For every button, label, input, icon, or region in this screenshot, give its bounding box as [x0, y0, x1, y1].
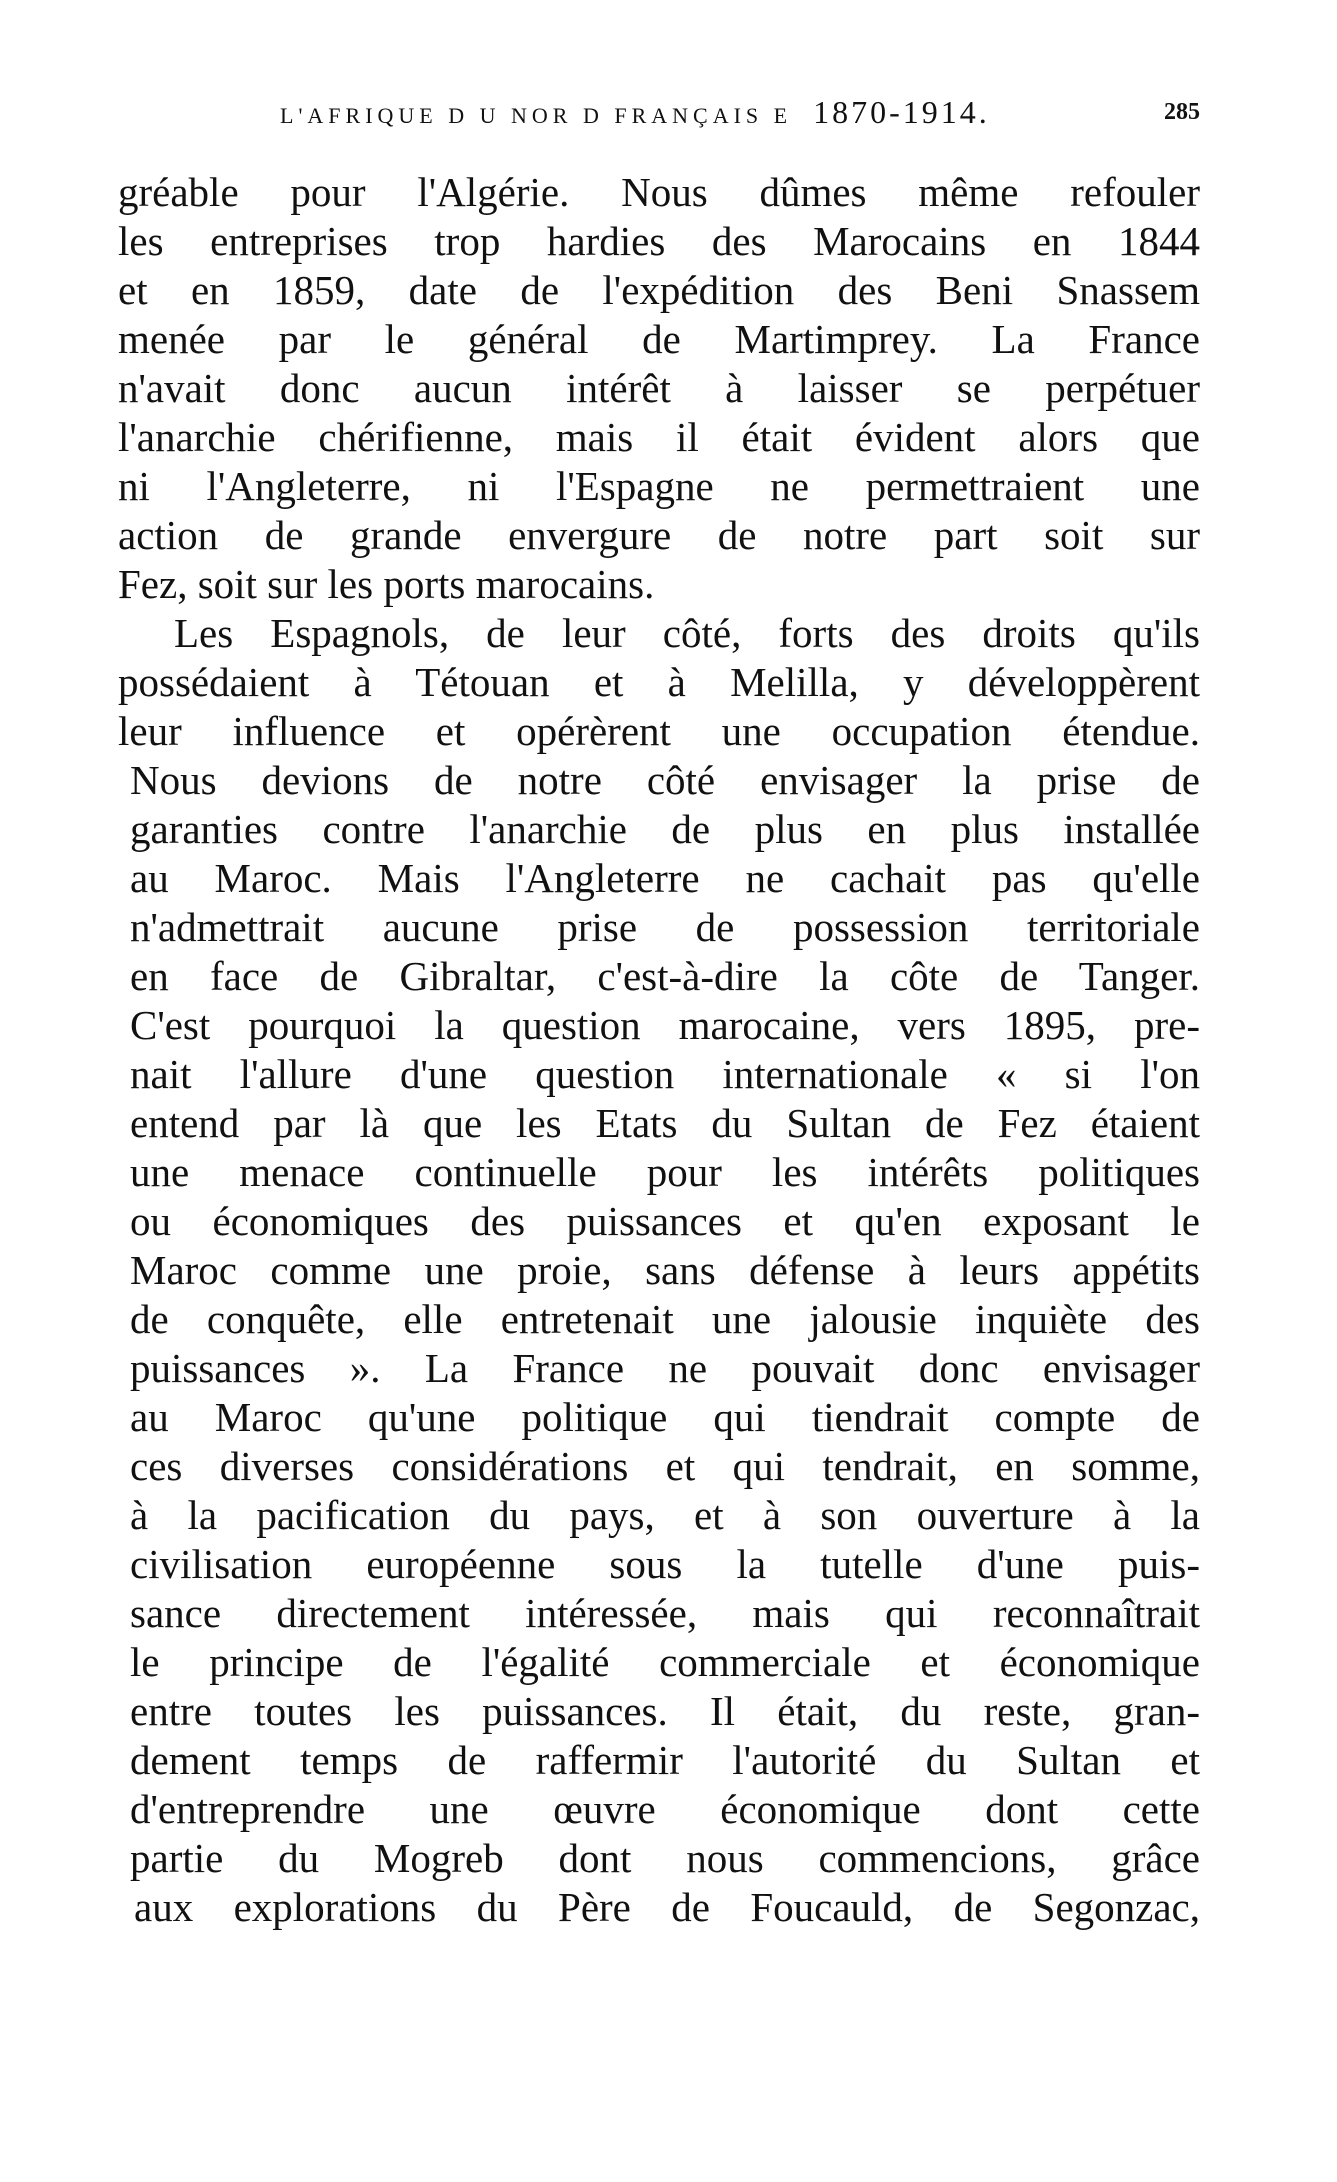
text-line: dement temps de raffermir l'autorité du Sultan et	[130, 1737, 1200, 1783]
text-line: au Maroc qu'une politique qui tiendrait compte de	[130, 1394, 1200, 1440]
text-line: à la pacification du pays, et à son ouverture à la	[130, 1492, 1200, 1538]
body-text	[118, 168, 1200, 1932]
text-line: les entreprises trop hardies des Marocains en 1844	[118, 218, 1200, 264]
text-line: Maroc comme une proie, sans défense à leurs appétits	[130, 1247, 1200, 1293]
text-line: ces diverses considérations et qui tendrait, en somme,	[130, 1443, 1200, 1489]
text-line: le principe de l'égalité commerciale et économique	[130, 1639, 1200, 1685]
text-line: nait l'allure d'une question internationale « si l'on	[130, 1051, 1200, 1097]
text-line: entend par là que les Etats du Sultan de Fez étaient	[130, 1100, 1200, 1146]
page-number: 285	[1164, 99, 1200, 125]
text-line: ni l'Angleterre, ni l'Espagne ne permettraient une	[118, 463, 1200, 509]
text-line: n'avait donc aucun intérêt à laisser se perpétuer	[118, 365, 1200, 411]
running-head	[240, 92, 1200, 132]
text-line: possédaient à Tétouan et à Melilla, y développèrent	[118, 659, 1200, 705]
running-title	[280, 92, 990, 136]
text-line: civilisation européenne sous la tutelle d'une puis-	[130, 1541, 1200, 1587]
text-line: sance directement intéressée, mais qui reconnaîtrait	[130, 1590, 1200, 1636]
paragraph-first-line: Les Espagnols, de leur côté, forts des droits qu'ils	[174, 610, 1200, 656]
text-line: C'est pourquoi la question marocaine, vers 1895, pre-	[130, 1002, 1200, 1048]
text-line: l'anarchie chérifienne, mais il était évident alors que	[118, 414, 1200, 460]
text-line: et en 1859, date de l'expédition des Beni Snassem	[118, 267, 1200, 313]
text-line: d'entreprendre une œuvre économique dont cette	[130, 1786, 1200, 1832]
text-line: action de grande envergure de notre part soit sur	[118, 512, 1200, 558]
text-line: ou économiques des puissances et qu'en exposant le	[130, 1198, 1200, 1244]
text-line: en face de Gibraltar, c'est-à-dire la côte de Tanger.	[130, 953, 1200, 999]
running-title-text: L'AFRIQUE D U NOR D FRANÇAIS E	[280, 103, 793, 128]
running-title-years: 1870-1914.	[813, 94, 990, 130]
text-line: de conquête, elle entretenait une jalousie inquiète des	[130, 1296, 1200, 1342]
text-line: Nous devions de notre côté envisager la prise de	[130, 757, 1200, 803]
text-line: n'admettrait aucune prise de possession territoriale	[130, 904, 1200, 950]
text-line: garanties contre l'anarchie de plus en plus installée	[130, 806, 1200, 852]
text-line: entre toutes les puissances. Il était, du reste, gran-	[130, 1688, 1200, 1734]
text-line: partie du Mogreb dont nous commencions, grâce	[130, 1835, 1200, 1881]
text-line: menée par le général de Martimprey. La France	[118, 316, 1200, 362]
text-line: une menace continuelle pour les intérêts politiques	[130, 1149, 1200, 1195]
text-line: aux explorations du Père de Foucauld, de Segonzac,	[134, 1884, 1200, 1930]
text-line: au Maroc. Mais l'Angleterre ne cachait pas qu'elle	[130, 855, 1200, 901]
text-line: gréable pour l'Algérie. Nous dûmes même refouler	[118, 169, 1200, 215]
text-line: leur influence et opérèrent une occupation étendue.	[118, 708, 1200, 754]
text-line: puissances ». La France ne pouvait donc envisager	[130, 1345, 1200, 1391]
text-line: Fez, soit sur les ports marocains.	[118, 561, 655, 607]
